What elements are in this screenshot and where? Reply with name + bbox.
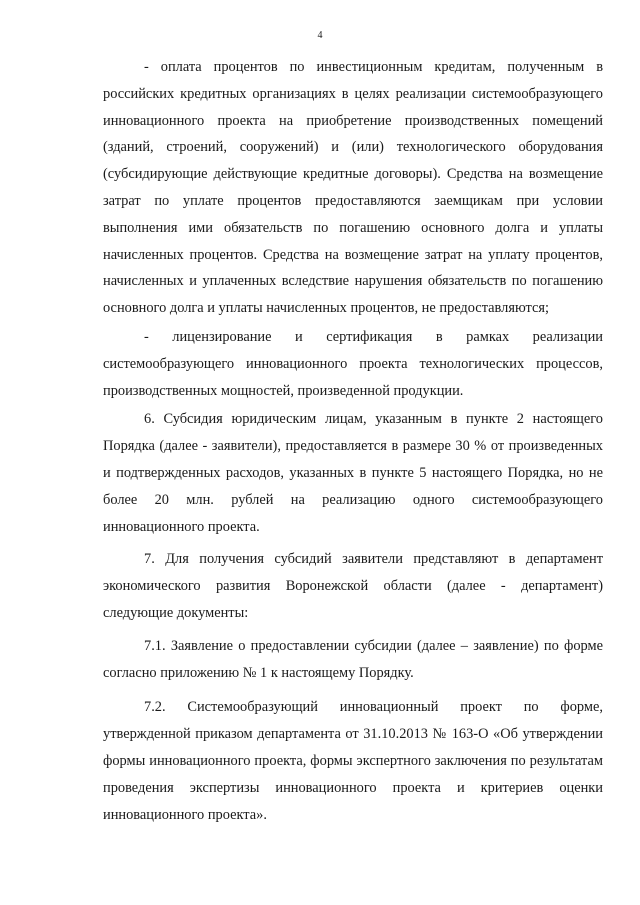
- paragraph-licensing: - лицензирование и сертификация в рамках реализации системообразующего инновационного проекта технологических процессов, производственных мощностей, произведенной продукции.: [103, 328, 603, 399]
- paragraph-item-6: 6. Субсидия юридическим лицам, указанным в пункте 2 настоящего Порядка (далее - заявители), предоставляется в размере 30 % от произведенных и подтвержденных расходов, указанных в пункте 5 настоящего Порядка, но не более 20 млн. рублей на реализацию одного системообразующего инновационного проекта.: [103, 411, 603, 535]
- paragraph-item-7: 7. Для получения субсидий заявители представляют в департамент экономического развития Воронежской области (далее - департамент) следующие документы:: [103, 551, 603, 621]
- paragraph-interest-payment: - оплата процентов по инвестиционным кредитам, полученным в российских кредитных организациях в целях реализации системообразующего инновационного проекта на приобретение производственных помещений (зданий, строений, сооружений) и (или) технологического оборудования (субсидирующие действующие кредитные договоры). Средства на возмещение затрат по уплате процентов предоставляются заемщикам при условии выполнения ими обязательств по погашению основного долга и уплаты начисленных процентов. Средства на возмещение затрат на уплату процентов, начисленных и уплаченных вследствие нарушения обязательств по погашению основного долга и уплаты начисленных процентов, не предоставляются;: [103, 59, 603, 317]
- document-body: [103, 54, 603, 828]
- paragraph-item-7-1: 7.1. Заявление о предоставлении субсидии (далее – заявление) по форме согласно приложению № 1 к настоящему Порядку.: [103, 637, 603, 681]
- paragraph-item-7-2: 7.2. Системообразующий инновационный проект по форме, утвержденной приказом департамента от 31.10.2013 № 163-О «Об утверждении формы инновационного проекта, формы экспертного заключения по результатам проведения экспертизы инновационного проекта и критериев оценки инновационного проекта».: [103, 699, 603, 823]
- page-number: 4: [317, 30, 323, 41]
